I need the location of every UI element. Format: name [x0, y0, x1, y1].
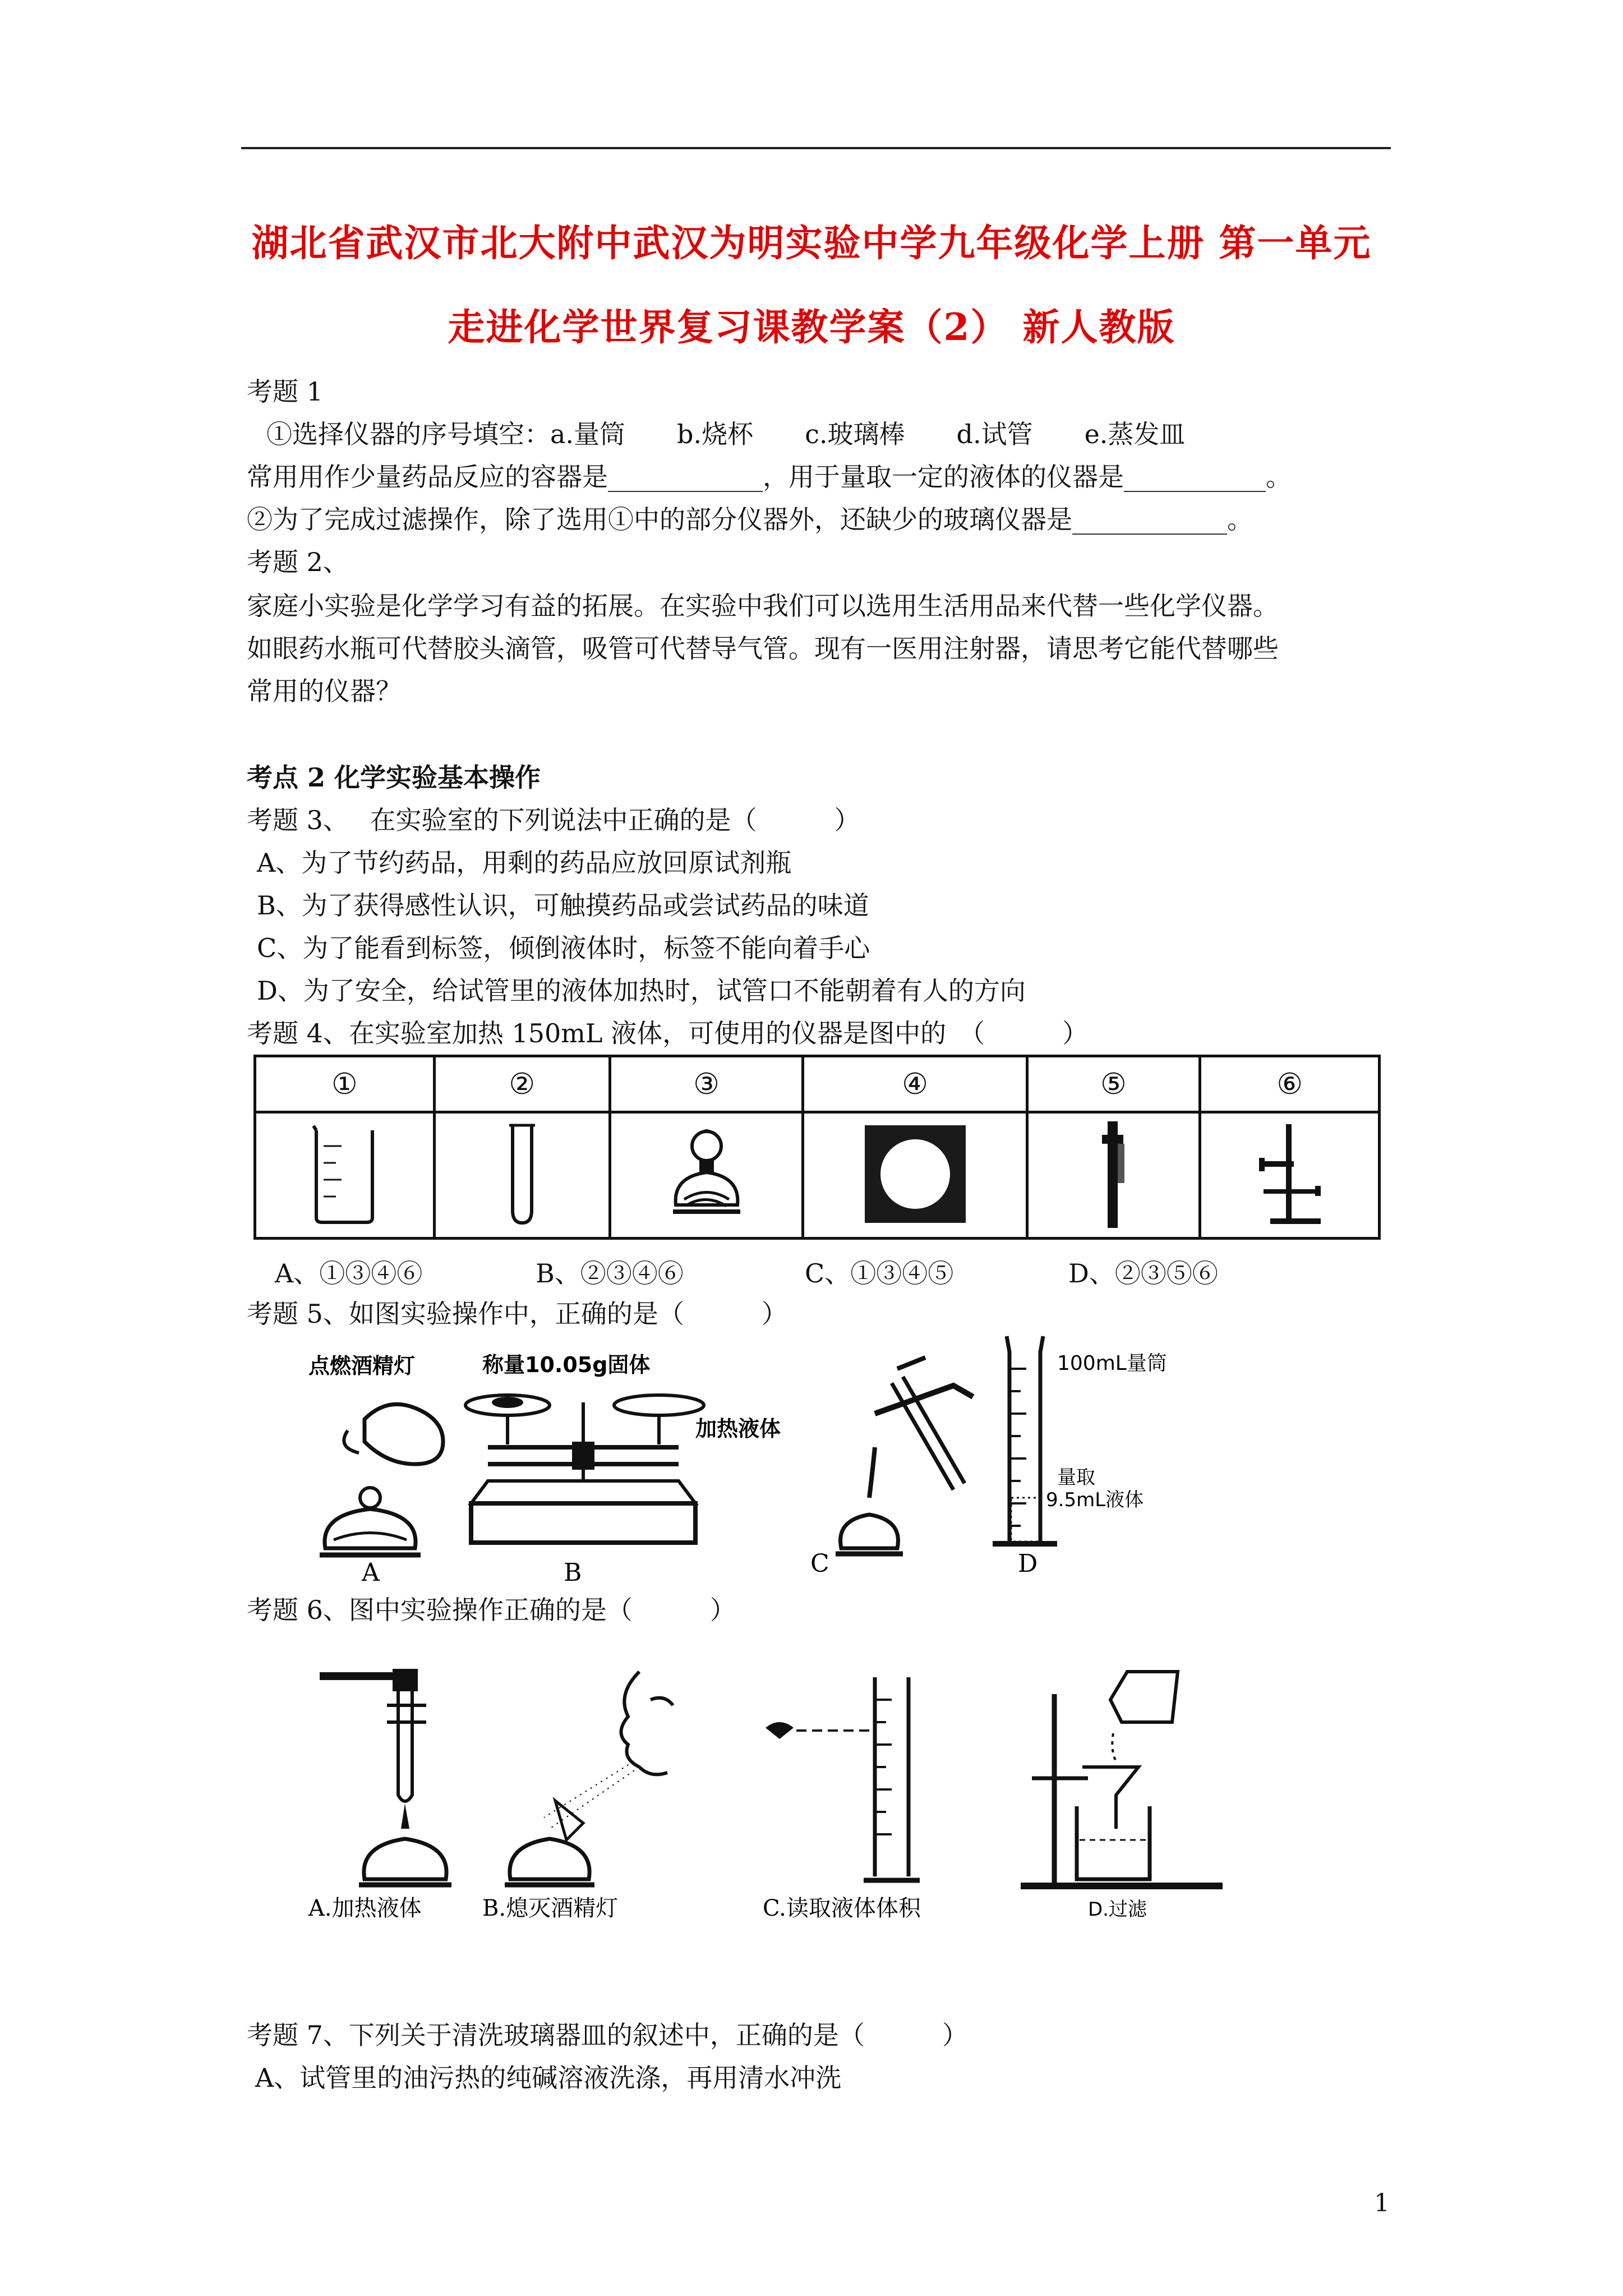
q1-label: 考题 1 — [247, 376, 323, 407]
iron-stand-icon — [1253, 1121, 1326, 1227]
header-rule — [241, 147, 1391, 149]
alcohol-lamp-icon — [665, 1121, 749, 1227]
page-number: 1 — [1374, 2189, 1390, 2217]
instrument-header: ③ — [610, 1056, 803, 1112]
alcohol-lamp-cell — [610, 1112, 803, 1239]
q6-figure — [303, 1660, 1267, 1918]
q3-stem: 考题 3、 在实验室的下列说法中正确的是（ ） — [247, 805, 860, 835]
q5-stem: 考题 5、如图实验操作中，正确的是（ ） — [247, 1299, 787, 1329]
asbestos-gauze-cell — [803, 1112, 1027, 1239]
label-weigh: 称量10.05g固体 — [482, 1352, 651, 1377]
q3-option-a: A、为了节约药品，用剩的药品应放回原试剂瓶 — [257, 848, 792, 878]
q2-label: 考题 2、 — [247, 547, 349, 577]
q6-figure-c — [763, 1677, 921, 1918]
beaker-cell — [255, 1112, 435, 1239]
instrument-header: ⑥ — [1200, 1056, 1380, 1112]
page-title-line1: 湖北省武汉市北大附中武汉为明实验中学九年级化学上册 第一单元 — [251, 221, 1372, 265]
q1-line3: ②为了完成过滤操作，除了选用①中的部分仪器外，还缺少的玻璃仪器是____________。 — [247, 504, 1253, 535]
q2-line3: 常用的仪器？ — [247, 676, 402, 706]
q4-option-d: D、②③⑤⑥ — [1068, 1258, 1218, 1289]
q5-figure-c — [695, 1358, 973, 1578]
q3-option-c: C、为了能看到标签，倾倒液体时，标签不能向着手心 — [257, 933, 870, 963]
q4-option-b: B、②③④⑥ — [536, 1258, 684, 1289]
caption-extinguish-lamp: B.熄灭酒精灯 — [482, 1895, 619, 1918]
label-light-lamp: 点燃酒精灯 — [308, 1354, 416, 1378]
test-tube-holder-cell — [1027, 1112, 1200, 1239]
caption-filter: D.过滤 — [1088, 1898, 1147, 1918]
q6-stem: 考题 6、图中实验操作正确的是（ ） — [247, 1595, 736, 1625]
iron-stand-cell — [1200, 1112, 1380, 1239]
asbestos-gauze-icon — [859, 1121, 971, 1227]
section-heading: 考点 2 化学实验基本操作 — [247, 762, 541, 793]
caption-heat-liquid: A.加热液体 — [308, 1895, 422, 1918]
label-a: A — [362, 1558, 380, 1582]
q5-figure-a — [308, 1354, 443, 1582]
q3-option-b: B、为了获得感性认识，可触摸药品或尝试药品的味道 — [257, 890, 869, 921]
beaker-icon — [308, 1124, 381, 1225]
page-title-line2: 走进化学世界复习课教学案（2） 新人教版 — [448, 305, 1175, 349]
q7-option-a: A、试管里的油污热的纯碱溶液洗涤，再用清水冲洗 — [255, 2063, 842, 2093]
q2-line2: 如眼药水瓶可代替胶头滴管，吸管可代替导气管。现有一医用注射器，请思考它能代替哪些 — [247, 633, 1279, 664]
q7-stem: 考题 7、下列关于清洗玻璃器皿的叙述中，正确的是（ ） — [247, 2020, 968, 2050]
q4-option-c: C、①③④⑤ — [805, 1258, 954, 1289]
q2-line1: 家庭小实验是化学学习有益的拓展。在实验中我们可以选用生活用品来代替一些化学仪器。 — [247, 591, 1279, 621]
test-tube-cell — [434, 1112, 610, 1239]
q5-figure — [303, 1335, 1290, 1582]
q3-option-d: D、为了安全，给试管里的液体加热时，试管口不能朝着有人的方向 — [257, 976, 1026, 1006]
label-measure1: 量取 — [1057, 1466, 1095, 1489]
label-measure2: 9.5mL液体 — [1046, 1489, 1144, 1511]
label-heat-liquid: 加热液体 — [695, 1416, 781, 1441]
label-d: D — [1018, 1549, 1038, 1578]
caption-read-volume: C.读取液体体积 — [763, 1895, 921, 1918]
q6-figure-a — [308, 1669, 451, 1918]
label-c: C — [810, 1549, 829, 1578]
q5-figure-d — [993, 1336, 1167, 1578]
label-cylinder: 100mL量筒 — [1057, 1352, 1167, 1375]
q4-option-a: A、①③④⑥ — [275, 1258, 423, 1289]
q1-line2: 常用用作少量药品反应的容器是____________，用于量取一定的液体的仪器是___________。 — [247, 462, 1292, 492]
instrument-header: ② — [434, 1056, 610, 1112]
q4-stem: 考题 4、在实验室加热 150mL 液体，可使用的仪器是图中的 （ ） — [247, 1018, 1089, 1048]
instrument-table — [253, 1055, 1381, 1240]
label-b: B — [564, 1558, 582, 1582]
q6-figure-b — [482, 1672, 673, 1918]
test-tube-holder-icon — [1091, 1118, 1136, 1230]
q5-figure-b — [465, 1352, 704, 1582]
instrument-header: ④ — [803, 1056, 1027, 1112]
instrument-header: ⑤ — [1027, 1056, 1200, 1112]
test-tube-icon — [502, 1121, 542, 1227]
instrument-header: ① — [255, 1056, 435, 1112]
q1-line1: ①选择仪器的序号填空：a.量筒 b.烧杯 c.玻璃棒 d.试管 e.蒸发皿 — [266, 419, 1186, 449]
q6-figure-d — [1021, 1672, 1223, 1918]
